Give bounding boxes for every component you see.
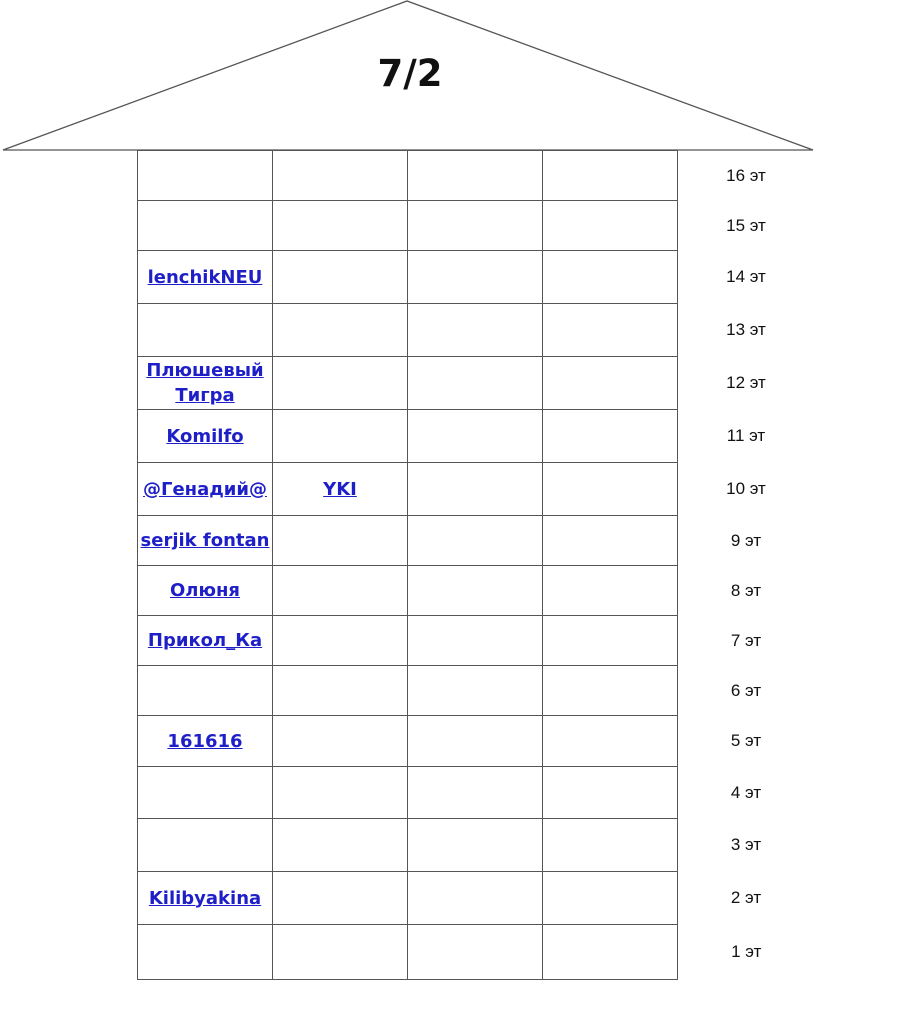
apartment-cell [543,819,678,872]
apartment-cell [273,410,408,463]
apartment-cell [138,251,273,304]
floor-label: 5 эт [730,731,762,750]
apartment-cell [138,410,273,463]
apartment-cell [543,872,678,925]
floor-label: 13 эт [726,320,766,339]
resident-link[interactable]: @Генадий@ [142,478,268,500]
apartment-cell [138,304,273,357]
apartment-cell [273,925,408,980]
floor-label: 16 эт [726,165,766,185]
apartment-cell [138,516,273,566]
resident-link[interactable]: Прикол_Ка [147,630,263,651]
floor-row [138,304,815,357]
apartment-cell [138,716,273,767]
apartment-cell [408,357,543,410]
floor-label: 1 эт [731,942,762,961]
floor-grid [137,150,815,980]
floor-row [138,616,815,666]
apartment-cell [408,872,543,925]
floor-row [138,767,815,819]
apartment-cell [543,716,678,767]
apartment-cell [543,151,678,201]
apartment-cell [138,201,273,251]
floor-label: 15 эт [726,215,766,235]
apartment-cell [543,410,678,463]
apartment-cell [138,819,273,872]
floor-label: 9 эт [730,530,762,550]
resident-link[interactable]: lenchikNEU [147,266,263,288]
apartment-cell [543,463,678,516]
apartment-cell [408,666,543,716]
floor-row [138,463,815,516]
apartment-cell [408,201,543,251]
apartment-cell [138,872,273,925]
apartment-cell [408,516,543,566]
apartment-cell [138,463,273,516]
floor-label: 11 эт [726,426,766,445]
apartment-cell [138,925,273,980]
resident-link[interactable]: serjik fontan [140,530,270,551]
apartment-cell [408,925,543,980]
apartment-cell [273,872,408,925]
floor-label: 8 эт [730,580,762,600]
floor-row [138,516,815,566]
apartment-cell [273,819,408,872]
apartment-cell [543,357,678,410]
floor-row [138,666,815,716]
floor-label: 6 эт [730,680,762,700]
floor-label: 7 эт [730,630,762,650]
floor-row [138,716,815,767]
resident-link[interactable]: Kilibyakina [148,887,262,909]
apartment-cell [543,566,678,616]
floor-label: 3 эт [730,835,762,854]
apartment-cell [273,201,408,251]
apartment-cell [138,151,273,201]
floor-row [138,925,815,980]
apartment-cell [273,666,408,716]
apartment-cell [138,767,273,819]
floor-label: 10 эт [726,479,766,498]
apartment-cell [273,566,408,616]
apartment-cell [543,767,678,819]
floor-row [138,566,815,616]
apartment-cell [273,151,408,201]
apartment-cell [138,616,273,666]
apartment-cell [543,251,678,304]
building-number: 7/2 [377,52,443,95]
apartment-cell [408,716,543,767]
resident-link[interactable]: YKI [323,478,357,500]
resident-link[interactable]: Komilfo [166,425,244,447]
apartment-cell [408,304,543,357]
apartment-cell [138,666,273,716]
floor-row [138,819,815,872]
apartment-cell [273,767,408,819]
apartment-cell [408,616,543,666]
apartment-cell [408,767,543,819]
apartment-cell [138,357,273,410]
apartment-cell [273,304,408,357]
apartment-cell [273,716,408,767]
apartment-cell [273,251,408,304]
apartment-cell [408,251,543,304]
apartment-cell [273,616,408,666]
resident-link[interactable]: Олюня [170,580,240,601]
apartment-cell [273,357,408,410]
floor-row [138,251,815,304]
apartment-cell [138,566,273,616]
apartment-cell [408,463,543,516]
apartment-cell [543,201,678,251]
resident-link[interactable]: 161616 [167,730,243,752]
apartment-cell [543,516,678,566]
apartment-cell [408,566,543,616]
floor-row [138,151,815,201]
apartment-cell [543,925,678,980]
floor-row [138,357,815,410]
floor-row [138,410,815,463]
apartment-cell [408,819,543,872]
apartment-cell [543,616,678,666]
floor-label: 12 эт [726,373,766,392]
floor-row [138,872,815,925]
resident-link[interactable]: Плюшевый Тигра [146,360,264,406]
apartment-cell [273,516,408,566]
apartment-cell [408,410,543,463]
apartment-cell [408,151,543,201]
apartment-cell [273,463,408,516]
floor-label: 14 эт [726,267,766,286]
apartment-cell [543,666,678,716]
apartment-cell [543,304,678,357]
floor-label: 4 эт [730,782,762,802]
floor-row [138,201,815,251]
floor-label: 2 эт [730,888,762,907]
